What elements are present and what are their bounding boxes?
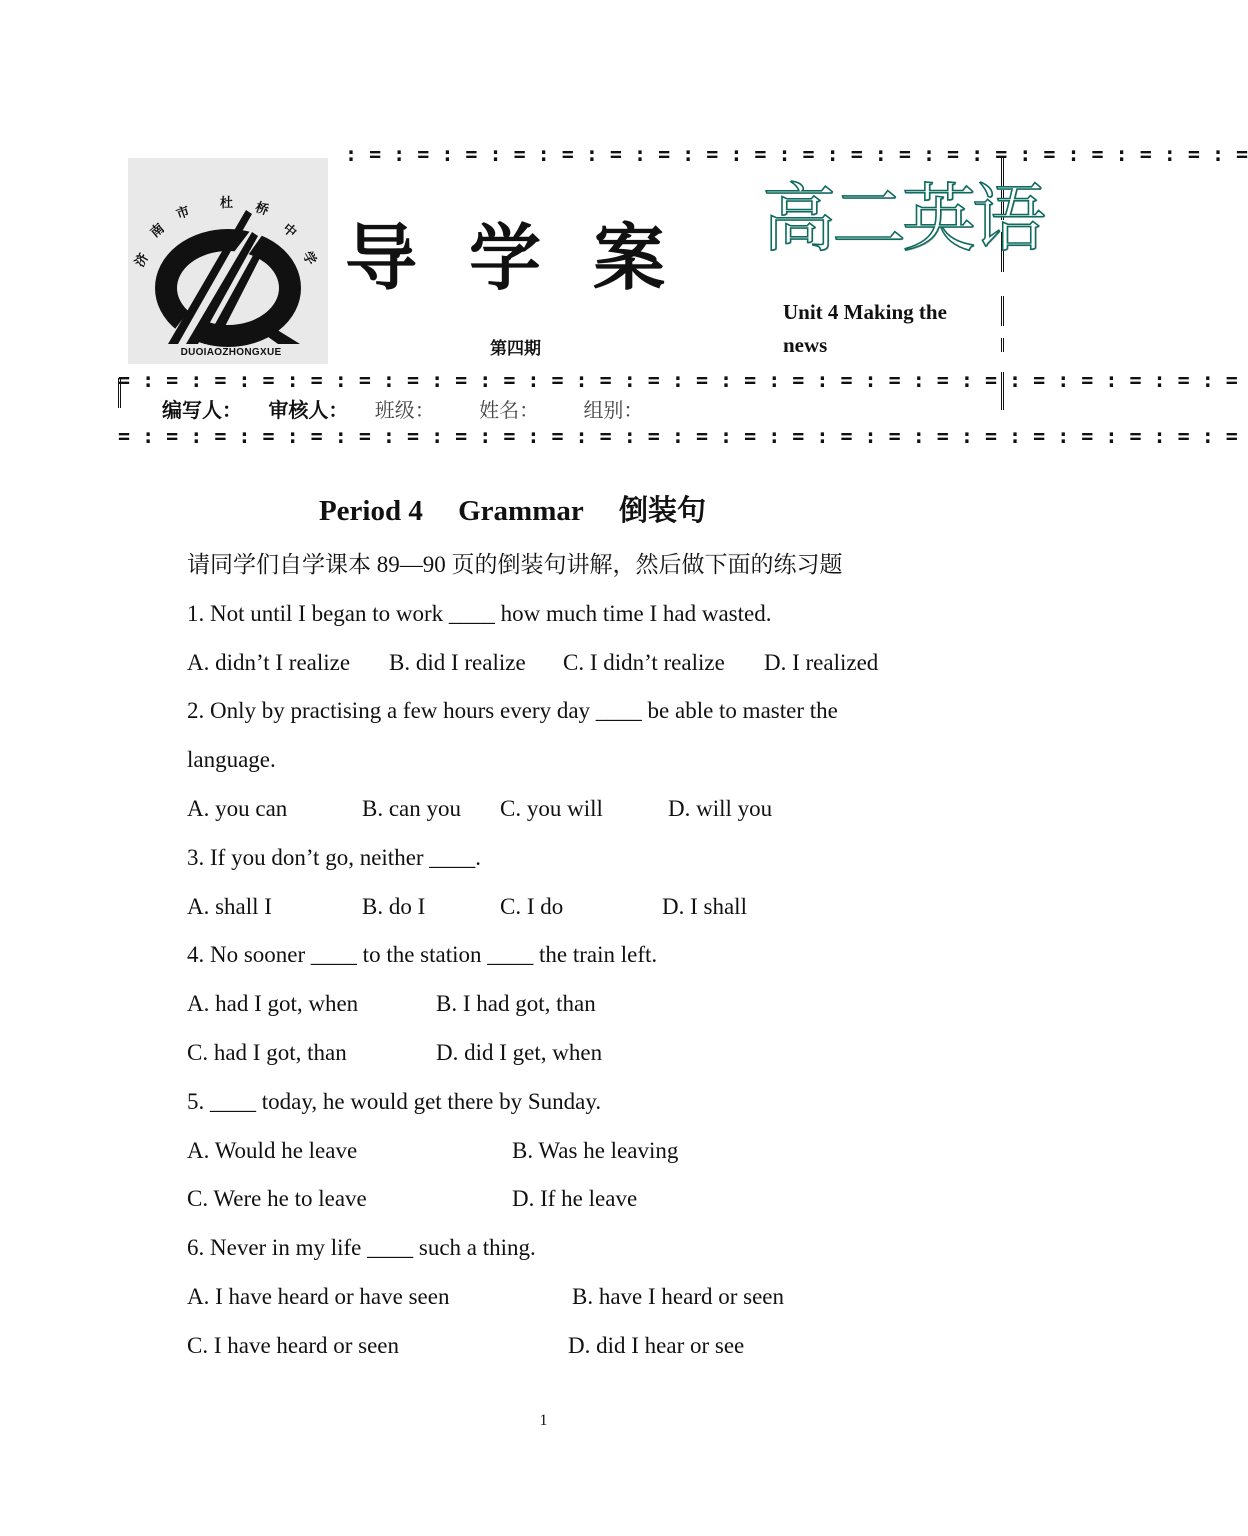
option-c: C. had I got, than — [187, 1039, 347, 1065]
option-d: D. did I get, when — [436, 1039, 603, 1065]
logo-ring-char: 杜 — [220, 196, 234, 211]
options-row — [187, 888, 947, 937]
question-stem: 4. No sooner ____ to the station ____ the train left. — [187, 942, 658, 968]
header-right-border — [1001, 372, 1004, 410]
logo-ring-char: 中 — [279, 221, 300, 241]
option-d: D. did I hear or see — [568, 1332, 745, 1358]
option-a: A. you can — [187, 795, 288, 821]
question-stem: 1. Not until I began to work ____ how much time I had wasted. — [187, 600, 772, 626]
options-row — [187, 644, 947, 693]
lesson-heading — [0, 488, 1025, 529]
option-b: B. can you — [362, 795, 462, 821]
question-stem-continued: language. — [187, 747, 276, 773]
school-logo — [128, 158, 328, 364]
options-row — [187, 1034, 947, 1083]
name-label: 姓名： — [479, 398, 540, 422]
logo-caption: DUOIAOZHONGXUE — [180, 347, 282, 358]
topic-chinese: 倒装句 — [619, 495, 707, 527]
question-stem: 6. Never in my life ____ such a thing. — [187, 1235, 536, 1261]
logo-ring-char: 学 — [299, 249, 319, 268]
question-stem: 5. ____ today, he would get there by Sunday. — [187, 1088, 602, 1114]
intro-text: 请同学们自学课本 89—90 页的倒装句讲解，然后做下面的练习题 — [187, 552, 843, 577]
document-title: 导学案 — [345, 216, 718, 300]
header-bottom-border: = : = : = : = : = : = : = : = : = : = : = : = : = : = : = : = : = : = : = : = : = : = : = : = — [118, 424, 1238, 448]
header-middle-border: = : = : = : = : = : = : = : = : = : = : = : = : = : = : = : = : = : = : = : = : = : = : = : = — [118, 368, 1238, 392]
options-row — [187, 1327, 947, 1376]
option-d: D. I shall — [662, 893, 747, 919]
logo-ring-char: 济 — [132, 251, 152, 270]
page-number: 1 — [539, 1412, 548, 1429]
group-label: 组别： — [583, 398, 644, 422]
option-c: C. Were he to leave — [187, 1186, 367, 1212]
exercise-list — [187, 546, 947, 1376]
options-row — [187, 1278, 947, 1327]
class-label: 班级： — [374, 398, 435, 422]
option-c: C. I didn’t realize — [563, 649, 725, 675]
header-left-border — [118, 378, 121, 408]
question-stem: 2. Only by practising a few hours every day ____ be able to master the — [187, 698, 838, 724]
topic-label: Grammar — [458, 495, 584, 527]
option-d: D. I realized — [764, 649, 879, 675]
options-row — [187, 1132, 947, 1181]
option-a: A. didn’t I realize — [187, 649, 351, 675]
option-a: A. Would he leave — [187, 1137, 358, 1163]
options-row — [187, 1180, 947, 1229]
option-d: D. If he leave — [512, 1186, 638, 1212]
logo-ring-char: 市 — [174, 204, 192, 223]
issue-number: 第四期 — [490, 339, 541, 359]
options-row — [187, 985, 947, 1034]
school-emblem-icon — [128, 158, 328, 364]
author-info-row — [162, 394, 681, 423]
logo-ring-char: 南 — [147, 221, 168, 241]
option-d: D. will you — [668, 795, 773, 821]
option-b: B. Was he leaving — [512, 1137, 679, 1163]
options-row — [187, 790, 947, 839]
reviewer-label: 审核人： — [268, 398, 349, 422]
header-right-border — [1001, 296, 1004, 326]
option-b: B. do I — [362, 893, 426, 919]
option-b: B. did I realize — [389, 649, 526, 675]
option-b: B. I had got, than — [436, 991, 596, 1017]
subject-title: 高二英语 — [762, 176, 1042, 262]
option-c: C. I have heard or seen — [187, 1332, 400, 1358]
logo-ring-char: 桥 — [253, 200, 271, 219]
period-label: Period 4 — [318, 495, 423, 527]
option-a: A. had I got, when — [187, 991, 359, 1017]
option-c: C. you will — [500, 795, 603, 821]
option-a: A. I have heard or have seen — [187, 1283, 450, 1309]
writer-label: 编写人： — [162, 398, 242, 422]
unit-title: Unit 4 Making the news — [783, 300, 947, 357]
option-a: A. shall I — [187, 893, 272, 919]
option-b: B. have I heard or seen — [572, 1283, 785, 1309]
header-right-border — [1001, 338, 1004, 352]
header-top-border: : = : = : = : = : = : = : = : = : = : = : = : = : = : = : = : = : = : = : = — [345, 142, 1248, 166]
question-stem: 3. If you don’t go, neither ____. — [187, 844, 482, 870]
option-c: C. I do — [500, 893, 564, 919]
